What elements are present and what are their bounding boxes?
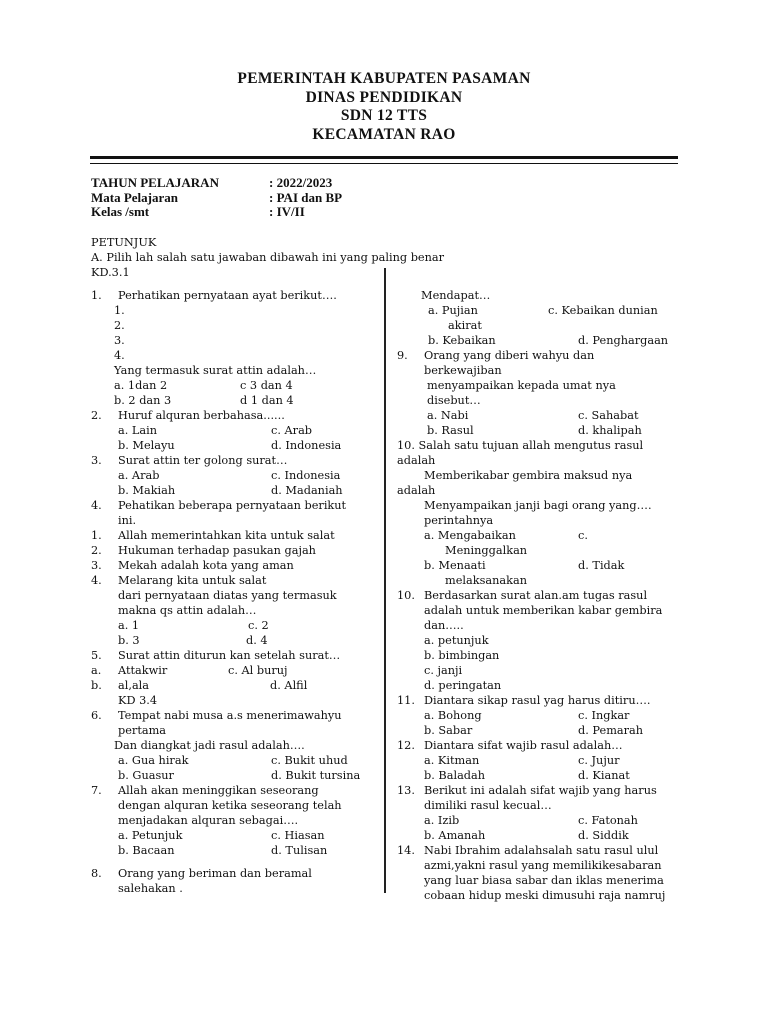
exam-info (91, 176, 342, 220)
question-text-line: 11. (397, 694, 415, 707)
question-text-line: Meninggalkan (445, 544, 528, 557)
question-text-line: b. (91, 679, 102, 692)
question-text-line: b. Melayu (118, 439, 175, 452)
letterhead-line-school: SDN 12 TTS (340, 107, 428, 124)
question-text-line: adalah (397, 484, 436, 497)
question-text-line: 9. (397, 349, 408, 362)
letterhead-line-district: KECAMATAN RAO (312, 125, 456, 143)
question-text-line: c. Bukit uhud (271, 754, 348, 767)
question-text-line: a. Nabi (427, 409, 469, 422)
question-text-line: berkewajiban (424, 364, 502, 377)
question-text-line: c 3 dan 4 (240, 379, 293, 392)
question-text-line: c. Kebaikan dunian (548, 304, 658, 317)
question-text-line: 7. (91, 784, 102, 797)
question-text-line: c. Indonesia (271, 469, 341, 482)
question-text-line: b. Guasur (118, 769, 174, 782)
question-text-line: Pehatikan beberapa pernyataan berikut (118, 499, 347, 512)
question-text-line: c. 2 (248, 619, 269, 632)
question-text-line: 5. (91, 649, 102, 662)
question-text-line: 1. (114, 304, 125, 317)
question-text-line: Orang yang beriman dan beramal (118, 867, 312, 880)
instructions-text: A. Pilih lah salah satu jawaban dibawah ini yang paling benar (91, 251, 445, 264)
question-text-line: 13. (397, 784, 415, 797)
question-text-line: pertama (118, 724, 167, 737)
question-text-line: c. Al buruj (228, 664, 288, 677)
question-text-line: 2. (91, 544, 102, 557)
question-text-line: a. 1 (118, 619, 140, 632)
question-text-line: Allah memerintahkan kita untuk salat (118, 529, 335, 542)
question-text-line: d. Madaniah (271, 484, 343, 497)
question-text-line: Berikut ini adalah sifat wajib yang harus (424, 784, 657, 797)
question-text-line: melaksanakan (445, 574, 527, 587)
question-text-line: KD 3.4 (118, 694, 158, 707)
question-text-line: Hukuman terhadap pasukan gajah (118, 544, 316, 557)
header-divider-thin (90, 163, 678, 164)
question-text-line: c. Sahabat (578, 409, 639, 422)
question-text-line: Melarang kita untuk salat (118, 574, 267, 587)
question-text-line: Surat attin diturun kan setelah surat… (118, 649, 341, 662)
question-text-line: 1. (91, 529, 102, 542)
question-text-line: 10. Salah satu tujuan allah mengutus rasul (397, 439, 644, 452)
question-text-line: azmi,yakni rasul yang memilikikesabaran (424, 859, 662, 872)
letterhead-line-department: DINAS PENDIDIKAN (305, 88, 463, 106)
info-row-subject (91, 191, 342, 206)
question-text-line: 4. (91, 574, 102, 587)
question-text-line: 4. (91, 499, 102, 512)
question-text-line: Berdasarkan surat alan.am tugas rasul (424, 589, 648, 602)
info-label: Mata Pelajaran (91, 189, 179, 205)
question-text-line: c. Jujur (578, 754, 620, 767)
question-text-line: akirat (448, 319, 482, 332)
question-text-line: d. Tulisan (271, 844, 328, 857)
question-text-line: 8. (91, 867, 102, 880)
info-value: : 2022/2023 (269, 175, 333, 190)
question-text-line: 2. (114, 319, 125, 332)
question-text-line: a. Izib (424, 814, 460, 827)
question-text-line: Allah akan meninggikan seseorang (118, 784, 319, 797)
question-text-line: a. Arab (118, 469, 160, 482)
question-text-line: a. petunjuk (424, 634, 489, 647)
question-text-line: b. Menaati (424, 559, 486, 572)
instructions-heading: PETUNJUK (91, 236, 157, 249)
question-text-line: 10. (397, 589, 415, 602)
letterhead-line-government: PEMERINTAH KABUPATEN PASAMAN (237, 70, 531, 87)
question-text-line: d. Siddik (578, 829, 629, 842)
question-text-line: ini. (118, 514, 137, 527)
question-text-line: c. Ingkar (578, 709, 630, 722)
info-label: TAHUN PELAJARAN (91, 175, 219, 190)
question-text-line: al,ala (118, 679, 150, 692)
question-text-line: a. Pujian (428, 304, 478, 317)
question-text-line: d. Alfil (270, 679, 308, 692)
info-row-class (91, 205, 342, 220)
question-text-line: 6. (91, 709, 102, 722)
info-row-year (91, 176, 342, 191)
question-text-line: b. Rasul (427, 424, 474, 437)
question-text-line: c. Fatonah (578, 814, 638, 827)
question-text-line: d 1 dan 4 (240, 394, 294, 407)
question-text-line: d. Tidak (578, 559, 625, 572)
question-text-line: d. Penghargaan (578, 334, 669, 347)
question-text-line: Orang yang diberi wahyu dan (424, 349, 595, 362)
question-text-line: a. (91, 664, 102, 677)
question-text-line: yang luar biasa sabar dan iklas menerima (424, 874, 664, 887)
info-label: Kelas /smt (91, 204, 150, 220)
question-text-line: disebut… (427, 394, 481, 407)
question-text-line: d. 4 (246, 634, 268, 647)
info-value: : PAI dan BP (269, 189, 343, 205)
question-text-line: b. bimbingan (424, 649, 500, 662)
question-text-line: 4. (114, 349, 125, 362)
question-text-line: cobaan hidup meski dimusuhi raja namruj (424, 889, 666, 902)
column-divider (384, 268, 386, 893)
question-text-line: 3. (91, 559, 102, 572)
question-text-line: d. peringatan (424, 679, 502, 692)
question-text-line: Nabi Ibrahim adalahsalah satu rasul ulul (424, 844, 659, 857)
question-text-line: b. Sabar (424, 724, 473, 737)
question-text-line: a. Petunjuk (118, 829, 183, 842)
question-text-line: b. Baladah (424, 769, 486, 782)
question-text-line: d. khalipah (578, 424, 642, 437)
question-text-line: adalah (397, 454, 436, 467)
question-text-line: c. Arab (271, 424, 313, 437)
question-text-line: c. janji (424, 664, 463, 677)
question-text-line: salehakan . (118, 882, 183, 895)
question-text-line: dan….. (424, 619, 464, 632)
question-text-line: b. Makiah (118, 484, 176, 497)
question-text-line: Yang termasuk surat attin adalah… (114, 364, 317, 377)
question-text-line: Menyampaikan janji bagi orang yang…. (424, 499, 652, 512)
question-text-line: perintahnya (424, 514, 494, 527)
question-text-line: menjadakan alquran sebagai…. (118, 814, 299, 827)
question-text-line: c. (578, 529, 588, 542)
question-text-line: 1. (91, 289, 102, 302)
question-text-line: 12. (397, 739, 415, 752)
question-text-line: b. Bacaan (118, 844, 175, 857)
question-text-line: b. 2 dan 3 (114, 394, 172, 407)
question-text-line: a. Mengabaikan (424, 529, 516, 542)
question-text-line: d. Bukit tursina (271, 769, 361, 782)
question-text-line: Huruf alquran berbahasa...... (118, 409, 285, 422)
question-text-line: Diantara sifat wajib rasul adalah… (424, 739, 623, 752)
letterhead (0, 70, 768, 144)
question-text-line: dimiliki rasul kecual… (424, 799, 552, 812)
info-value: : IV/II (269, 204, 305, 220)
question-text-line: Mendapat… (421, 289, 491, 302)
question-text-line: 3. (114, 334, 125, 347)
question-text-line: a. 1dan 2 (114, 379, 168, 392)
question-text-line: a. Lain (118, 424, 158, 437)
question-text-line: a. Kitman (424, 754, 480, 767)
question-text-line: d. Indonesia (271, 439, 342, 452)
question-text-line: b. Kebaikan (428, 334, 496, 347)
question-text-line: menyampaikan kepada umat nya (427, 379, 616, 392)
question-text-line: Dan diangkat jadi rasul adalah…. (114, 739, 305, 752)
question-text-line: Diantara sikap rasul yag harus ditiru…. (424, 694, 651, 707)
question-text-line: Memberikabar gembira maksud nya (424, 469, 633, 482)
question-text-line: a. Bohong (424, 709, 482, 722)
question-text-line: dari pernyataan diatas yang termasuk (118, 589, 337, 602)
question-text-line: b. Amanah (424, 829, 486, 842)
question-text-line: adalah untuk memberikan kabar gembira (424, 604, 663, 617)
question-text-line: 2. (91, 409, 102, 422)
header-divider-thick (90, 156, 678, 159)
question-text-line: dengan alquran ketika seseorang telah (118, 799, 342, 812)
question-text-line: Tempat nabi musa a.s menerimawahyu (118, 709, 342, 722)
question-text-line: Attakwir (118, 664, 168, 677)
question-text-line: d. Pemarah (578, 724, 644, 737)
question-text-line: 3. (91, 454, 102, 467)
question-text-line: 14. (397, 844, 415, 857)
question-text-line: Perhatikan pernyataan ayat berikut…. (118, 289, 337, 302)
question-text-line: a. Gua hirak (118, 754, 189, 767)
question-text-line: makna qs attin adalah… (118, 604, 257, 617)
competency-code: KD.3.1 (91, 266, 130, 279)
question-text-line: Mekah adalah kota yang aman (118, 559, 294, 572)
question-text-line: d. Kianat (578, 769, 630, 782)
question-text-line: c. Hiasan (271, 829, 325, 842)
question-text-line: b. 3 (118, 634, 140, 647)
question-text-line: Surat attin ter golong surat… (118, 454, 288, 467)
